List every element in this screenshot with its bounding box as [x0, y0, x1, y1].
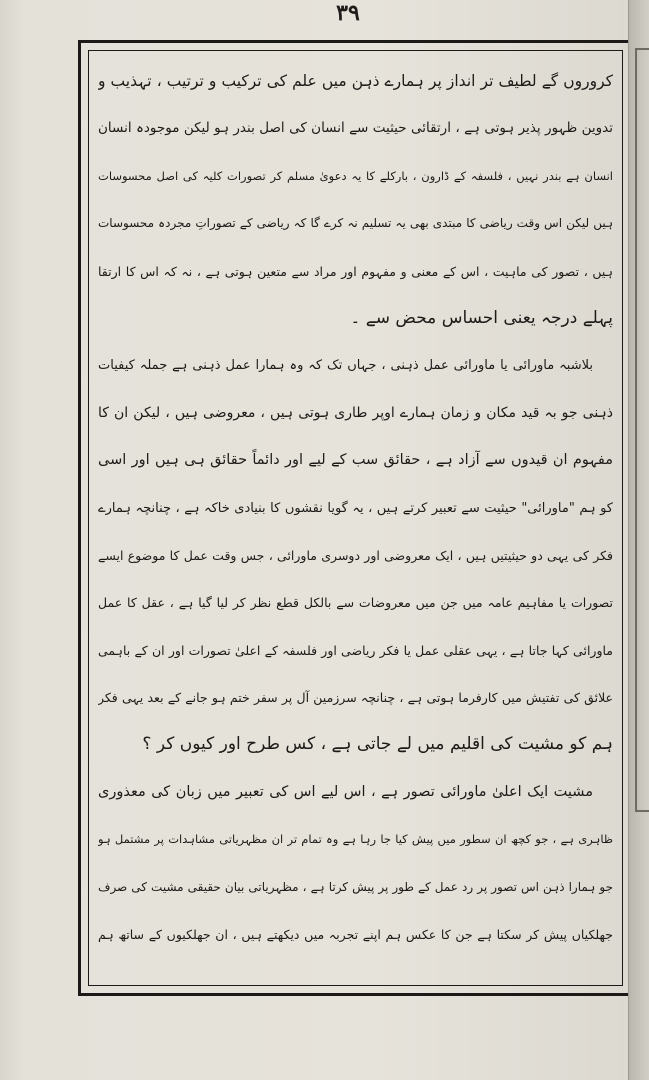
page-number: ۳۹: [336, 0, 360, 26]
text-line: بلاشبہ ماورائی یا ماورائی عمل ذہنی ، جہاں تک کہ وہ ہمارا عمل ذہنی ہے جملہ کیفیات: [98, 358, 593, 374]
text-line: ظاہری ہے ، جو کچھ ان سطور میں پیش کیا جا رہا ہے وہ تمام تر ان مظہریاتی مشاہدات پر مشتمل ہو: [98, 832, 613, 847]
text-line: ہیں ، تصور کی ماہیت ، اس کے معنی و مفہوم اور مراد سے متعین ہوتی ہے ، نہ کہ اس کا ارتقا: [98, 263, 613, 279]
text-line: مفہوم ان قیدوں سے آزاد ہے ، حقائق سب کے لیے اور دائماً حقائق ہی ہیں اور اسی: [98, 452, 613, 469]
text-line: کو ہم "ماورائی" حیثیت سے تعبیر کرتے ہیں ، یہ گویا نقشوں کا بنیادی خاکہ ہے ، چنانچہ ہمارے: [98, 500, 613, 516]
text-line: ہم کو مشیت کی اقلیم میں لے جاتی ہے ، کس طرح اور کیوں کر ؟: [142, 734, 613, 755]
text-line: کروروں گے لطیف تر انداز پر ہمارے ذہن میں علم کی ترکیب و ترتیب ، تہذیب و: [98, 72, 613, 90]
text-line: ماورائی کہا جاتا ہے ، یہی عقلی عمل یا فکر ریاضی اور فلسفہ کے اعلیٰ تصورات اور ان کے باہمی: [98, 642, 613, 658]
text-line: انسان ہے بندر نہیں ، فلسفہ کے ڈارون ، بارکلے کا یہ دعویٰ مسلم کر تصورات کلیہ کی اصل محسوسات: [98, 168, 613, 183]
text-line: ذہنی جو بہ قید مکان و زمان ہمارے اوپر طاری ہوتی ہیں ، معروضی ہیں ، لیکن ان کا: [98, 404, 613, 421]
text-line: علائق کی تفتیش میں کارفرما ہوتی ہے ، چنانچہ سرزمین آل پر سفر ختم ہو جانے کے بعد یہی فکر: [98, 690, 613, 706]
text-line: ہیں لیکن اس وقت ریاضی کا مبتدی بھی یہ تسلیم نہ کرے گا کہ ریاضی کے تصوراتِ مجردہ محسوسات: [98, 216, 613, 231]
text-line: تدوین ظہور پذیر ہوتی ہے ، ارتقائی حیثیت سے انسان کی اصل بندر ہو لیکن موجودہ انسان: [98, 120, 613, 137]
text-line: جھلکیاں پیش کر سکتا ہے جن کا عکس ہم اپنے تجربہ میں دیکھتے ہیں ، ان جھلکیوں کے ساتھ ہم: [98, 927, 613, 943]
text-line: تصورات یا مفاہیم عامہ میں جن میں معروضات سے بالکل قطع نظر کر لیا گیا ہے ، عقل کا عمل: [98, 595, 613, 611]
body-text: [98, 58, 613, 958]
text-line: فکر کی یہی دو حیثیتیں ہیں ، ایک معروضی اور دوسری ماورائی ، جس وقت عمل کا موضوع ایسے: [98, 547, 613, 563]
text-line: جو ہمارا ذہن اس تصور پر رد عمل کے طور پر پیش کرتا ہے ، مظہریاتی بیان حقیقی مشیت کی صرف: [98, 879, 613, 894]
text-line: پہلے درجہ یعنی احساس محض سے ۔: [350, 307, 613, 328]
text-line: مشیت ایک اعلیٰ ماورائی تصور ہے ، اس لیے اس کی تعبیر میں زبان کی معذوری: [98, 783, 593, 800]
adjacent-page-edge: [628, 0, 649, 1080]
adjacent-page-border: [635, 48, 649, 812]
